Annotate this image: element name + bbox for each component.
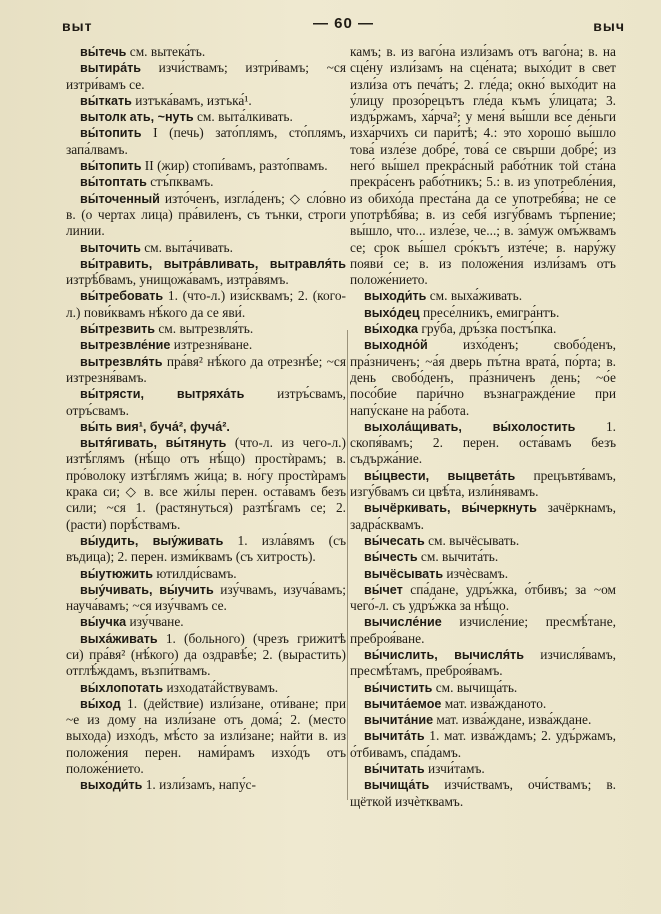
entry-headword: вы́топтать xyxy=(80,175,147,190)
dictionary-entry xyxy=(66,680,346,696)
dictionary-entry xyxy=(66,109,346,125)
entry-headword: выха́живать xyxy=(80,631,158,646)
dictionary-entry xyxy=(66,337,346,353)
entry-definition: см. вычёсывать. xyxy=(424,532,520,548)
entry-headword: вы́трясти, вытряха́ть xyxy=(80,387,245,402)
dictionary-entry xyxy=(350,777,616,810)
entry-definition: изчѐсвамъ. xyxy=(443,565,509,581)
dictionary-entry xyxy=(66,174,346,190)
dictionary-entry xyxy=(66,321,346,337)
entry-headword: вытрезвле́ние xyxy=(80,338,171,353)
dictionary-entry xyxy=(66,288,346,321)
dictionary-entry xyxy=(350,44,616,288)
column-divider xyxy=(347,330,348,800)
entry-definition: изто́ченъ, изгла́денъ; ◇ сло́вно в. (о чертах лица) пра́виленъ, съ тънки, строги линии. xyxy=(66,190,346,239)
dictionary-entry xyxy=(66,256,346,289)
dictionary-entry xyxy=(66,696,346,777)
entry-headword: выходи́ть xyxy=(364,289,427,304)
entry-headword: вы́топить xyxy=(80,159,142,174)
entry-definition: изтръ́свамъ, отръ́свамъ. xyxy=(66,386,346,418)
dictionary-entry xyxy=(350,566,616,582)
entry-definition: см. вытрезвля́ть. xyxy=(155,321,254,337)
dictionary-entry xyxy=(66,386,346,419)
entry-definition: 1. изли́замъ, напу́с- xyxy=(142,777,256,793)
entry-headword: вы́хлопотать xyxy=(80,680,164,695)
entry-headword: вы́чесать xyxy=(364,533,425,548)
entry-headword: вытрезвля́ть xyxy=(80,354,163,369)
entry-headword: вы́ткать xyxy=(80,93,132,108)
dictionary-entry xyxy=(350,647,616,680)
entry-definition: II (жир) стопи́вамъ, разто́пвамъ. xyxy=(141,158,328,174)
entry-headword: выточить xyxy=(80,240,141,255)
dictionary-entry xyxy=(66,240,346,256)
dictionary-entry xyxy=(350,696,616,712)
entry-definition: 1. (действие) изли́зане, оти́ване; при ~е из дому на изли́зане отъ дома́; 2. (место выхода) изхо́дъ, мѣ́сто за изли́зане; найти в. из положе́ния перен. нами́рамъ изхо́дъ отъ положе́нието. xyxy=(66,695,346,777)
dictionary-entry xyxy=(350,761,616,777)
entry-definition: изчи́ствамъ; изтри́вамъ; ~ся изтри́вамъ се. xyxy=(66,60,346,92)
entry-headword: вы́ть вия¹, буча́², фуча́². xyxy=(80,419,230,434)
entry-definition: изтъка́вамъ, изтъка́¹. xyxy=(131,92,252,108)
right-column xyxy=(350,44,616,810)
entry-definition: 1. (больного) (чрезъ грижитѣ си) пра́вя² (нѣ́кого) да оздравѣ́е; 2. (вырастить) отглѣ́ждамъ, възпи́твамъ. xyxy=(66,630,346,679)
entry-headword: вы́ход xyxy=(80,696,121,711)
entry-headword: вы́утюжить xyxy=(80,566,153,581)
entry-headword: выхо́дец xyxy=(364,305,420,320)
entry-headword: вы́учка xyxy=(80,615,127,630)
entry-definition: 1. (что-л.) изи́сквамъ; 2. (кого-л.) пови́квамъ нѣ́кого да се яви́. xyxy=(66,288,346,320)
entry-headword: вычёркивать, вы́черкнуть xyxy=(364,501,537,516)
entry-headword: вычёсывать xyxy=(364,566,444,581)
entry-headword: вычисле́ние xyxy=(364,615,442,630)
dictionary-entry xyxy=(350,680,616,696)
dictionary-entry xyxy=(66,566,346,582)
header-right-guide-word: выч xyxy=(593,18,625,34)
entry-headword: вы́трезвить xyxy=(80,322,156,337)
entry-definition: (что-л. из чего-л.) изтѣ́глямъ (нѣ́що отъ нѣ́що) простѝрамъ; в. про́волоку изтѣ́глямъ жи́ца; в. но́гу простѝрамъ крака си; ◇ в. все жи́лы перен. оста́вамъ безъ сили; ~ся 1. (растянуться) разтѣ́гамъ се; 2. (расти) порѣ́ствамъ. xyxy=(66,435,346,532)
dictionary-entry xyxy=(66,93,346,109)
dictionary-entry xyxy=(350,305,616,321)
entry-definition: см. выха́живать. xyxy=(426,288,523,304)
dictionary-entry xyxy=(350,321,616,337)
entry-definition: см. вытека́ть. xyxy=(126,44,206,59)
dictionary-entry xyxy=(66,125,346,158)
dictionary-entry xyxy=(350,288,616,304)
entry-definition: изтрезня́ване. xyxy=(170,337,253,353)
entry-definition: гру́ба, дръ́зка постъ́пка. xyxy=(418,321,557,337)
dictionary-entry xyxy=(66,44,346,60)
entry-headword: вы́удить, выу́живать xyxy=(80,533,224,548)
entry-definition: прецъвтя́вамъ, изгу́бвамъ си цвѣ́та, изли́нявамъ. xyxy=(350,467,616,500)
entry-definition: 1. мат. изва́ждамъ; 2. удъ́ржамъ, о́тбивамъ, спа́дамъ. xyxy=(350,728,616,760)
entry-definition: изходата́йствувамъ. xyxy=(163,679,279,695)
dictionary-entry xyxy=(66,60,346,93)
entry-headword: вы́травить, вытра́вливать, вытравля́ть xyxy=(80,256,346,271)
page-header xyxy=(62,14,625,36)
dictionary-entry xyxy=(66,419,346,435)
entry-headword: вы́чистить xyxy=(364,680,433,695)
dictionary-entry xyxy=(66,777,346,793)
entry-definition: камъ; в. из ваго́на изли́замъ отъ ваго́на; в. на сце́ну изли́замъ на сце́ната; выхо́дит в свет изли́за отъ печа́тъ; 2. гле́да; окно́ выхо́дит на у́лицу прозо́рецътъ гле́да къмъ у́лицата; 3. издъ́ржамъ, ха́рча²; у меня́ вы́шли все де́ньги изха́рчихъ си пари́тѣ; 4.: это хорошо́ вы́шло това́ изле́зе добре́, това́ се свърши добре́; из него́ вы́шел прекра́сный рабо́тник той ста́на прекра́сенъ рабо́тникъ; 5.: в. из употребле́ния, из обихо́да преста́на да се употребя́ва; не се употрѣбя́ва; в. из себя́ изгу́бвамъ тъ́рпение; вы́шло, что... изле́зе, че...; в. за́муж омъ́жвамъ се; срок вы́шел сро́кътъ изте́че; в. нару́жу появи́ се; в. из положе́ния изли́замъ отъ положе́нието. xyxy=(350,44,616,288)
entry-headword: вы́чет xyxy=(364,582,403,597)
entry-headword: выходи́ть xyxy=(80,778,143,793)
entry-headword: вы́требовать xyxy=(80,289,164,304)
entry-definition: пресе́лникъ, емигра́нтъ. xyxy=(419,304,560,320)
entry-definition: изу́чвамъ, изуча́вамъ; науча́вамъ; ~ся изу́чвамъ се. xyxy=(66,581,346,614)
entry-definition: изу́чване. xyxy=(126,614,184,630)
entry-headword: вы́топить xyxy=(80,126,142,141)
dictionary-entry xyxy=(66,354,346,387)
entry-headword: вы́цвести, выцвета́ть xyxy=(364,468,516,483)
entry-definition: см. выта́лкивать. xyxy=(193,109,293,125)
dictionary-entry xyxy=(350,549,616,565)
entry-definition: см. выта́чивать. xyxy=(140,239,233,255)
entry-definition: изчисле́ние; пресмѣ́тане, преброя́ване. xyxy=(350,614,616,646)
dictionary-entry xyxy=(66,582,346,615)
dictionary-entry xyxy=(350,500,616,533)
entry-definition: изчи́тамъ. xyxy=(424,761,485,777)
entry-definition: см. вычища́ть. xyxy=(432,679,518,695)
dictionary-entry xyxy=(350,419,616,468)
entry-definition: I (печь) зато́плямъ, сто́плямъ, запа́лвамъ. xyxy=(66,125,346,157)
left-column xyxy=(66,44,346,794)
dictionary-entry xyxy=(350,728,616,761)
entry-definition: спа́дане, удръ́жка, о́тбивъ; за ~ом чего́-л. съ удръ́жка за нѣ́що. xyxy=(350,581,616,614)
entry-headword: вы́течь xyxy=(80,45,127,59)
dictionary-entry xyxy=(66,158,346,174)
dictionary-entry xyxy=(66,191,346,240)
entry-definition: пра́вя² нѣ́кого да отрезнѣ́е; ~ся изтрезня́вамъ. xyxy=(66,353,346,385)
entry-headword: выу́чивать, вы́учить xyxy=(80,582,214,597)
entry-headword: вытира́ть xyxy=(80,61,142,76)
entry-headword: выходно́й xyxy=(364,338,428,353)
dictionary-entry xyxy=(350,533,616,549)
entry-headword: выхола́щивать, вы́холостить xyxy=(364,419,576,434)
dictionary-entry xyxy=(66,614,346,630)
entry-headword: вычища́ть xyxy=(364,778,430,793)
entry-definition: см. вычита́ть. xyxy=(417,549,499,565)
entry-definition: 1. изла́вямъ (съ въдица); 2. перен. изми́квамъ (съ хитрость). xyxy=(66,532,346,565)
entry-headword: вы́ходка xyxy=(364,322,419,337)
entry-definition: изхо́денъ; свобо́денъ, пра́зниченъ; ~а́я дверь пъ́тна врата́, по́рта; в. день свобо́денъ, пра́зниченъ день; ~о́е посо́бие пари́чно възнагражде́ние при напу́скане на ра́бота. xyxy=(350,337,616,418)
entry-definition: зачёркнамъ, задра́сквамъ. xyxy=(350,500,616,532)
entry-headword: вы́читать xyxy=(364,762,425,777)
dictionary-entry xyxy=(66,435,346,533)
dictionary-entry xyxy=(350,582,616,615)
entry-headword: вычита́емое xyxy=(364,696,442,711)
dictionary-entry xyxy=(350,712,616,728)
entry-definition: мат. изва́жданото. xyxy=(441,695,547,711)
entry-definition: стъ́пквамъ. xyxy=(146,174,214,190)
entry-headword: вы́числить, вычисля́ть xyxy=(364,647,524,662)
entry-definition: изчи́ствамъ, очи́ствамъ; в. щёткой изчѐтквамъ. xyxy=(350,777,616,809)
dictionary-entry xyxy=(66,631,346,680)
entry-headword: вытолк ать, ~нуть xyxy=(80,110,194,125)
entry-headword: вычита́ние xyxy=(364,713,434,728)
entry-definition: 1. скопя́вамъ; 2. перен. оста́вамъ безъ съдържа́ние. xyxy=(350,418,616,467)
dictionary-entry xyxy=(350,337,616,418)
page-number: — 60 — xyxy=(312,15,375,32)
entry-headword: вы́честь xyxy=(364,550,418,565)
dictionary-entry xyxy=(350,468,616,501)
entry-definition: мат. изва́ждане, изва́ждане. xyxy=(433,712,592,728)
entry-headword: вы́точенный xyxy=(80,191,160,206)
dictionary-entry xyxy=(350,614,616,647)
dictionary-entry xyxy=(66,533,346,566)
entry-headword: вытя́гивать, вы́тянуть xyxy=(80,436,227,451)
entry-definition: изтрѣ́бвамъ, унищожа́вамъ, изтра́вямъ. xyxy=(66,272,289,288)
entry-headword: вычита́ть xyxy=(364,729,425,744)
entry-definition: изчисля́вамъ, пресмѣ́тамъ, преброя́вамъ. xyxy=(350,646,616,679)
entry-definition: ютилди́свамъ. xyxy=(153,565,237,581)
header-left-guide-word: выт xyxy=(62,18,93,34)
